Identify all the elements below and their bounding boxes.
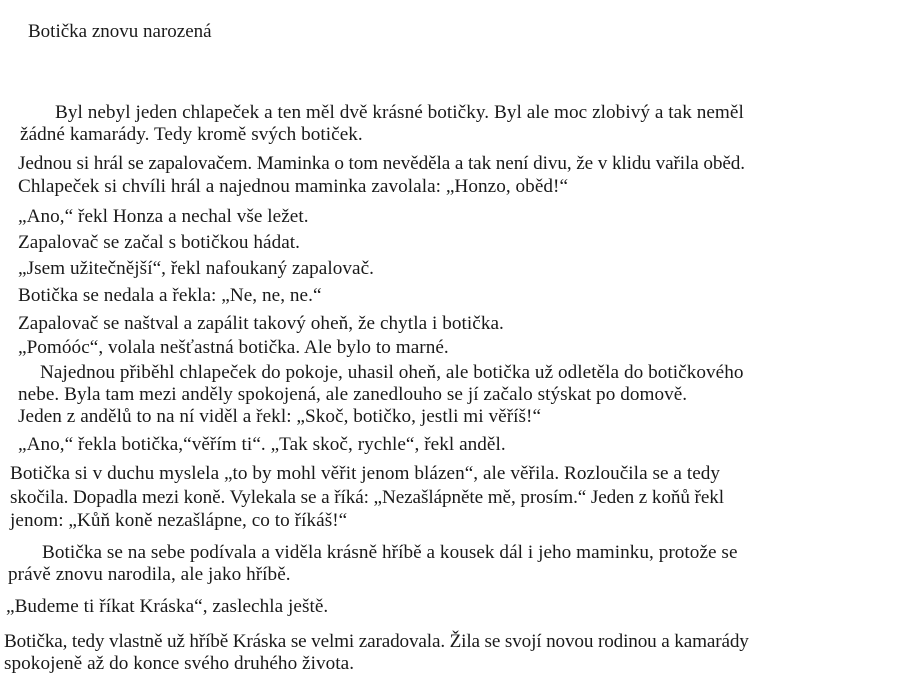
text-line: Jeden z andělů to na ní viděl a řekl: „Skoč, botičko, jestli mi věříš!“: [18, 406, 542, 427]
text-line: „Ano,“ řekla botička,“věřím ti“. „Tak skoč, rychle“, řekl anděl.: [18, 434, 506, 455]
text-line: Botička se nedala a řekla: „Ne, ne, ne.“: [18, 285, 322, 306]
text-line: nebe. Byla tam mezi anděly spokojená, ale zanedlouho se jí začalo stýskat po domově.: [18, 384, 688, 405]
text-line: skočila. Dopadla mezi koně. Vylekala se a říká: „Nezašlápněte mě, prosím.“ Jeden z koňů řekl: [10, 487, 724, 508]
text-line: jenom: „Kůň koně nezašlápne, co to říkáš!“: [10, 510, 348, 531]
text-line: žádné kamarády. Tedy kromě svých botiček.: [20, 124, 363, 145]
text-line: „Ano,“ řekl Honza a nechal vše ležet.: [18, 206, 309, 227]
text-line: Jednou si hrál se zapalovačem. Maminka o tom nevěděla a tak není divu, že v klidu vařila oběd.: [18, 153, 745, 174]
text-line: Chlapeček si chvíli hrál a najednou maminka zavolala: „Honzo, oběd!“: [18, 176, 569, 197]
text-line: Botička, tedy vlastně už hříbě Kráska se velmi zaradovala. Žila se svojí novou rodinou a kamarády: [4, 631, 749, 652]
text-line: právě znovu narodila, ale jako hříbě.: [8, 564, 291, 585]
text-line: Botička se na sebe podívala a viděla krásně hříbě a kousek dál i jeho maminku, protože se: [42, 542, 738, 563]
text-line: Byl nebyl jeden chlapeček a ten měl dvě krásné botičky. Byl ale moc zlobivý a tak neměl: [55, 102, 744, 123]
text-line: „Jsem užitečnější“, řekl nafoukaný zapalovač.: [18, 258, 374, 279]
text-line: „Pomóóc“, volala nešťastná botička. Ale bylo to marné.: [18, 337, 449, 358]
text-line: Zapalovač se naštval a zapálit takový oheň, že chytla i botička.: [18, 313, 504, 334]
text-line: Zapalovač se začal s botičkou hádat.: [18, 232, 301, 253]
text-line: Najednou přiběhl chlapeček do pokoje, uhasil oheň, ale botička už odletěla do botičkového: [40, 362, 744, 383]
text-line: Botička si v duchu myslela „to by mohl věřit jenom blázen“, ale věřila. Rozloučila se a tedy: [10, 463, 721, 484]
text-line: „Budeme ti říkat Kráska“, zaslechla ještě.: [6, 596, 329, 617]
document-title: Botička znovu narozená: [28, 21, 212, 42]
text-line: spokojeně až do konce svého druhého života.: [4, 653, 355, 674]
